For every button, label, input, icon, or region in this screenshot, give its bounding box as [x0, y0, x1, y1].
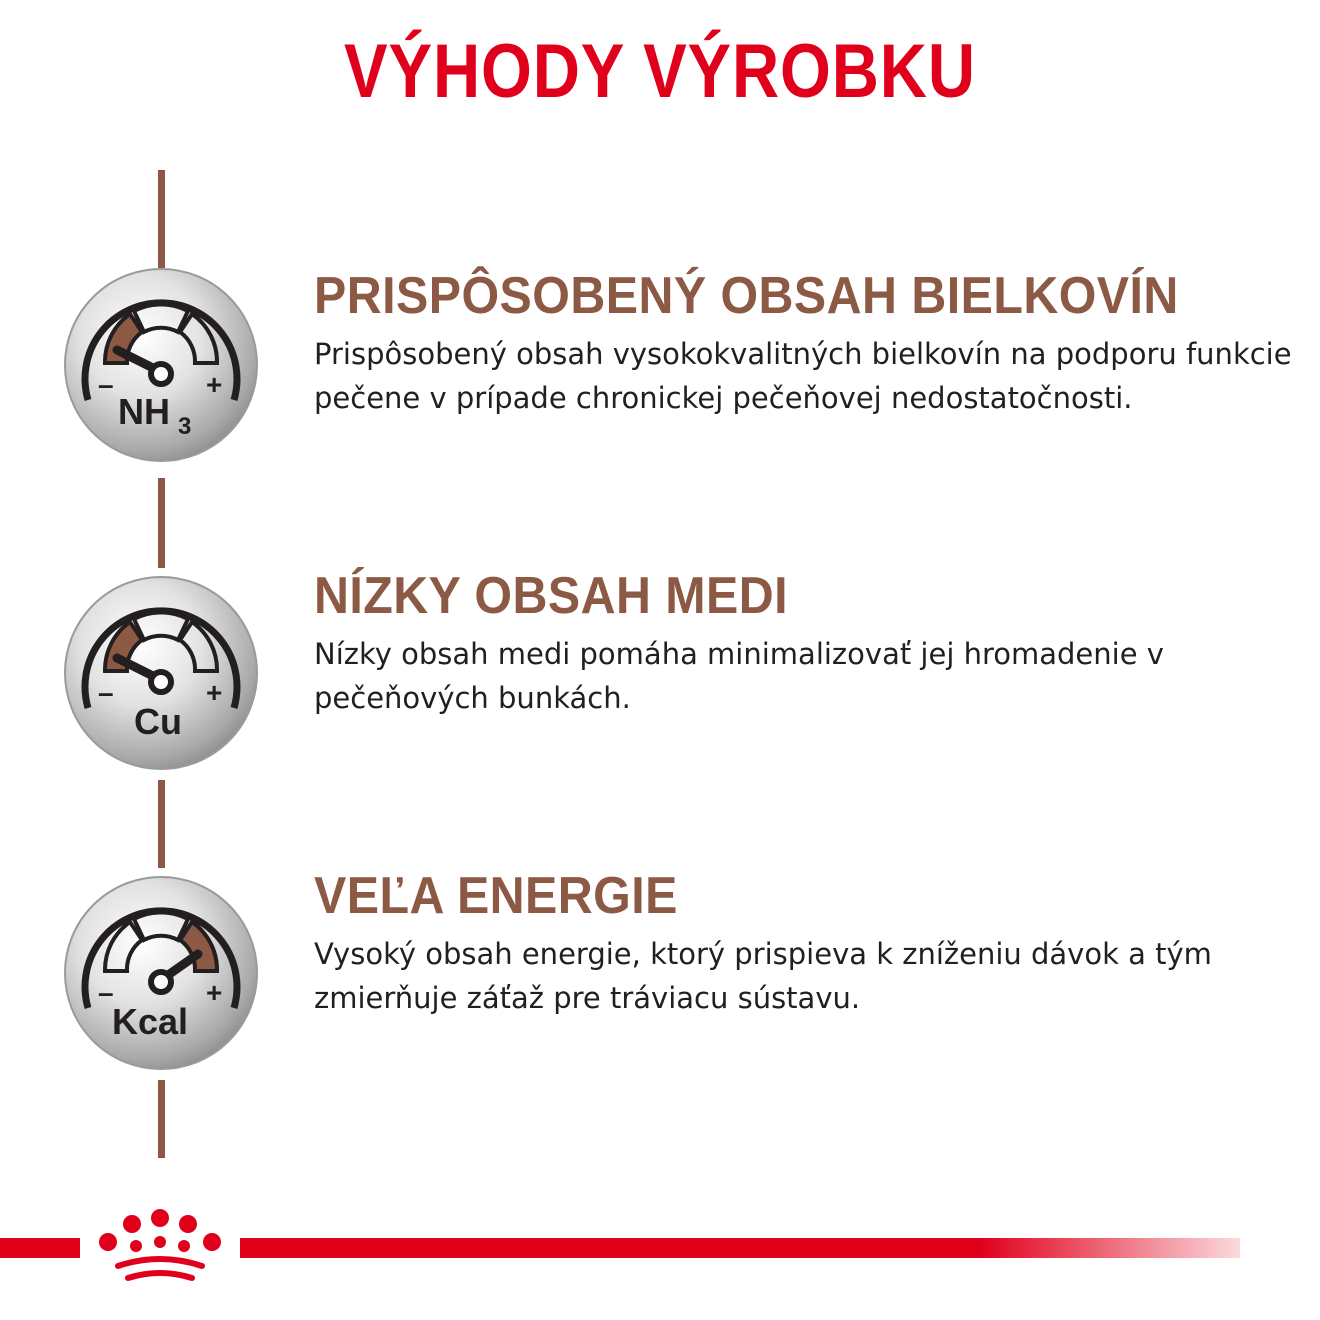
feature-heading: NÍZKY OBSAH MEDI — [314, 567, 789, 625]
feature-copper — [314, 566, 1304, 720]
minus-sign: – — [98, 977, 114, 1008]
gauge-label: Cu — [134, 701, 182, 742]
energy-gauge-icon — [62, 874, 260, 1072]
feature-protein — [314, 266, 1304, 420]
feature-body: Nízky obsah medi pomáha minimalizovať jej hromadenie v pečeňových bunkách. — [314, 637, 1164, 715]
royal-canin-crown-icon — [94, 1208, 226, 1286]
gauge-sublabel: 3 — [178, 413, 192, 440]
feature-body: Vysoký obsah energie, ktorý prispieva k zníženiu dávok a tým zmierňuje záťaž pre tráviacu sústavu. — [314, 937, 1212, 1015]
plus-sign: + — [206, 369, 223, 400]
feature-heading: PRISPÔSOBENÝ OBSAH BIELKOVÍN — [314, 267, 1179, 325]
plus-sign: + — [206, 977, 223, 1008]
minus-sign: – — [98, 677, 114, 708]
page-title: VÝHODY VÝROBKU — [344, 29, 976, 114]
connector-line — [158, 1080, 165, 1158]
gauge-label: Kcal — [112, 1001, 189, 1042]
footer-bar-right — [240, 1238, 1240, 1258]
connector-line — [158, 478, 165, 568]
footer-bar-left — [0, 1238, 80, 1258]
plus-sign: + — [206, 677, 223, 708]
feature-body: Prispôsobený obsah vysokokvalitných bielkovín na podporu funkcie pečene v prípade chronickej pečeňovej nedostatočnosti. — [314, 337, 1292, 415]
copper-gauge-icon — [62, 574, 260, 772]
gauge-label: NH — [118, 391, 170, 432]
feature-heading: VEĽA ENERGIE — [314, 867, 678, 925]
ammonia-gauge-icon — [62, 266, 260, 464]
connector-line — [158, 170, 165, 268]
minus-sign: – — [98, 369, 114, 400]
connector-line — [158, 780, 165, 868]
feature-energy — [314, 866, 1304, 1020]
